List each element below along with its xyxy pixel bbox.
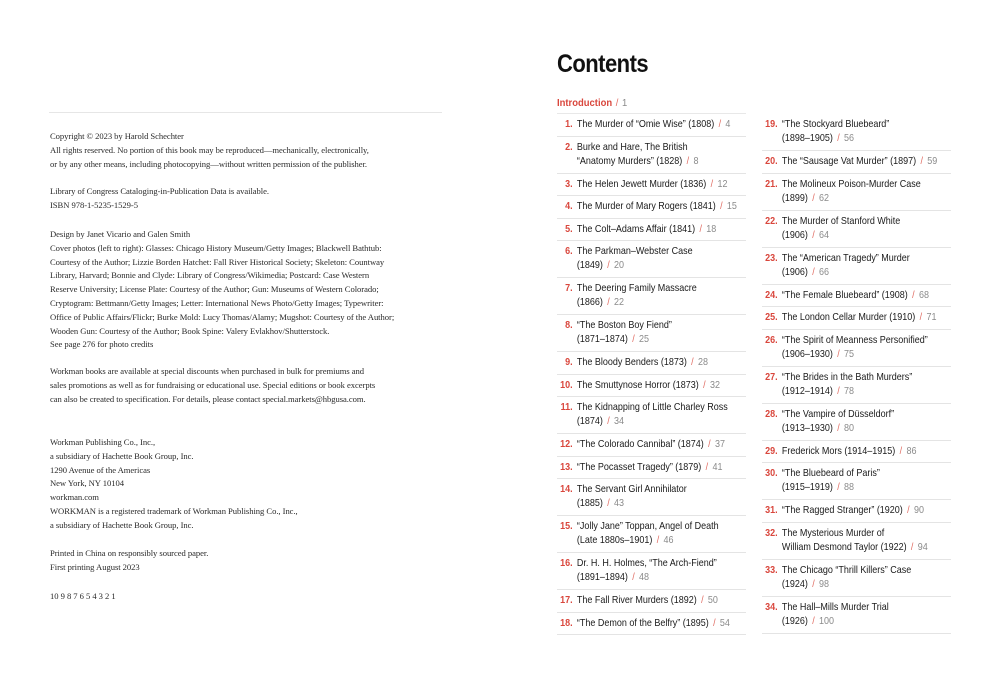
- toc-entry-title-line: The “Sausage Vat Murder” (1897): [781, 156, 917, 167]
- toc-entry-page: 80: [844, 422, 855, 434]
- toc-entry-page: 4: [725, 119, 731, 130]
- toc-entry-page: 54: [719, 617, 730, 629]
- toc-entry-page: 66: [819, 266, 830, 278]
- toc-entry-title: [577, 401, 743, 429]
- toc-entry-title-line: The Murder of Stanford White: [781, 215, 901, 227]
- toc-entry-title-line: (Late 1880s–1901): [576, 535, 653, 546]
- toc-entry[interactable]: [762, 114, 951, 151]
- copyright-top-rule: [49, 112, 442, 113]
- toc-separator: /: [710, 178, 714, 190]
- toc-entry-title-line: (1885): [576, 498, 603, 509]
- toc-entry-title: [782, 311, 948, 325]
- toc-entry-title-line: William Desmond Taylor (1922): [781, 541, 907, 553]
- toc-entry[interactable]: [762, 560, 951, 597]
- copyright-line: Cryptogram: Bettmann/Getty Images; Letter: International News Photo/Getty Images; Typewriter:: [50, 297, 384, 308]
- toc-separator: /: [656, 535, 660, 546]
- toc-separator: /: [837, 482, 840, 493]
- toc-entry-number: 14.: [560, 484, 573, 495]
- copyright-line: All rights reserved. No portion of this book may be reproduced—mechanically, electronically,: [50, 144, 369, 155]
- toc-entry-title-line: The Servant Girl Annihilator: [576, 484, 687, 495]
- toc-entry-title-line: The Murder of Mary Rogers (1841): [576, 201, 716, 212]
- toc-entry-page: 98: [819, 578, 830, 590]
- toc-entry-title: [782, 178, 948, 206]
- toc-separator: /: [837, 348, 840, 360]
- toc-entry-page: 18: [706, 223, 717, 235]
- toc-entry-number: 31.: [765, 505, 778, 516]
- toc-entry-title: [782, 371, 948, 399]
- copyright-paragraph: [50, 130, 450, 171]
- toc-entry-title-line: The Bloody Benders (1873): [576, 357, 687, 368]
- toc-separator: /: [607, 260, 610, 271]
- toc-entry[interactable]: [762, 248, 951, 285]
- toc-entry[interactable]: [557, 553, 746, 590]
- toc-separator: /: [703, 379, 706, 391]
- copyright-line: or by any other means, including photocopying—without written permission of the publisher.: [50, 158, 368, 169]
- copyright-paragraph: [50, 590, 450, 604]
- toc-entry-title-line: (1849): [576, 260, 603, 271]
- toc-separator: /: [607, 416, 610, 427]
- toc-entry-number: 1.: [565, 119, 573, 130]
- toc-entry-number: 32.: [765, 527, 778, 539]
- toc-entry-number: 18.: [560, 617, 573, 629]
- toc-entry-title-line: The Colt–Adams Affair (1841): [576, 223, 696, 235]
- toc-entry-title-line: “Anatomy Murders” (1828): [576, 155, 683, 167]
- toc-entry-title-line: (1906): [781, 229, 808, 241]
- toc-entry-number: 34.: [765, 601, 778, 613]
- toc-entry-number: 2.: [565, 141, 573, 153]
- toc-entry-title: [782, 215, 948, 243]
- toc-entry[interactable]: [557, 174, 746, 197]
- toc-entry-number: 28.: [765, 408, 778, 420]
- toc-entry-title: [577, 356, 743, 370]
- toc-entry-title-line: (1866): [576, 297, 603, 308]
- copyright-paragraph: [50, 505, 450, 533]
- toc-entry-title-line: The London Cellar Murder (1910): [781, 312, 916, 323]
- copyright-line: ISBN 978-1-5235-1529-5: [50, 199, 138, 210]
- toc-entry-number: 23.: [765, 252, 778, 264]
- toc-separator: /: [699, 223, 702, 235]
- toc-entry-title: [577, 245, 743, 273]
- toc-entry-title: [577, 438, 743, 452]
- toc-entry-title-line: The Murder of “Omie Wise” (1808): [576, 119, 715, 130]
- toc-entry-page: 37: [714, 439, 725, 450]
- toc-entry-page: 25: [639, 334, 650, 345]
- toc-entry-title: [577, 319, 743, 347]
- toc-entry[interactable]: [557, 457, 746, 480]
- toc-separator: /: [919, 312, 923, 323]
- toc-separator: /: [910, 541, 914, 553]
- copyright-line: Cover photos (left to right): Glasses: Chicago History Museum/Getty Images; Blackwell Bathtub:: [50, 242, 382, 253]
- toc-entry-title-line: The Parkman–Webster Case: [576, 246, 693, 257]
- toc-entry-page: 50: [707, 595, 718, 606]
- toc-entry-title-line: (1891–1894): [576, 572, 628, 583]
- toc-separator: /: [899, 445, 903, 457]
- toc-entry-title-line: “The Pocasset Tragedy” (1879): [576, 461, 702, 473]
- toc-entry-title: [577, 282, 743, 310]
- copyright-paragraph: [50, 365, 450, 406]
- copyright-paragraph: [50, 436, 450, 505]
- toc-entry-title-line: (1926): [781, 615, 808, 627]
- copyright-line: a subsidiary of Hachette Book Group, Inc.: [50, 519, 194, 530]
- toc-separator: /: [607, 498, 610, 509]
- toc-entry[interactable]: [557, 375, 746, 398]
- toc-entry-title-line: “The Bluebeard of Paris”: [781, 468, 880, 479]
- toc-separator: /: [812, 615, 815, 627]
- toc-entry-number: 9.: [565, 357, 573, 368]
- toc-entry-page: 34: [614, 416, 625, 427]
- toc-entry-number: 15.: [560, 521, 573, 532]
- copyright-line: 10 9 8 7 6 5 4 3 2 1: [50, 591, 116, 601]
- toc-separator: /: [713, 617, 716, 629]
- copyright-line: a subsidiary of Hachette Book Group, Inc.: [50, 450, 194, 461]
- toc-entry-title: [782, 118, 948, 146]
- toc-entry[interactable]: [762, 597, 951, 634]
- toc-entry[interactable]: [557, 196, 746, 219]
- toc-separator: /: [632, 334, 635, 345]
- toc-entry[interactable]: [557, 352, 746, 375]
- toc-entry-page: 59: [927, 156, 938, 167]
- toc-entry-page: 86: [906, 445, 917, 457]
- toc-entry[interactable]: [762, 523, 951, 560]
- toc-entry[interactable]: [762, 174, 951, 211]
- toc-entry-number: 10.: [560, 379, 573, 391]
- toc-entry-page: 78: [844, 385, 855, 397]
- toc-entry-title-line: The Deering Family Massacre: [576, 283, 697, 294]
- toc-entry-title: [577, 557, 743, 585]
- toc-introduction-page: 1: [621, 97, 628, 109]
- toc-entry-page: 46: [663, 535, 674, 546]
- toc-entry-title: [782, 408, 948, 436]
- toc-entry[interactable]: [557, 516, 746, 553]
- toc-entry-title-line: “The Boston Boy Fiend”: [576, 320, 672, 331]
- toc-entry-title: [577, 520, 743, 548]
- toc-entry[interactable]: [557, 219, 746, 242]
- toc-entry-page: 75: [844, 348, 855, 360]
- copyright-line: WORKMAN is a registered trademark of Workman Publishing Co., Inc.,: [50, 506, 298, 516]
- toc-separator: /: [812, 229, 815, 241]
- toc-entry-page: 41: [712, 461, 723, 473]
- copyright-line: Office of Public Affairs/Flickr; Burke Mold: Lucy Thomas/Alamy; Mugshot: Courtesy of the Author;: [50, 311, 395, 322]
- toc-entry-title-line: The Mysterious Murder of: [781, 527, 885, 539]
- toc-entry-page: 56: [844, 133, 855, 144]
- toc-entry-page: 94: [917, 541, 928, 553]
- toc-entry-title: [577, 141, 743, 169]
- toc-entry-title: [782, 601, 948, 629]
- toc-entry-title: [577, 118, 743, 132]
- toc-entry[interactable]: [762, 151, 951, 174]
- toc-entry-title-line: (1924): [781, 578, 808, 590]
- toc-entry-title-line: The Chicago “Thrill Killers” Case: [781, 564, 912, 576]
- toc-entry[interactable]: [557, 479, 746, 516]
- copyright-line: Library of Congress Cataloging-in-Publication Data is available.: [50, 186, 269, 196]
- toc-entry-page: 64: [819, 229, 830, 241]
- toc-entry-title: [782, 334, 948, 362]
- copyright-line: Library, Harvard; Bonnie and Clyde: Library of Congress/Wikimedia; Postcard: Case Western: [50, 270, 370, 281]
- toc-entry-number: 21.: [765, 178, 778, 190]
- toc-entry-number: 12.: [560, 439, 573, 450]
- toc-entry-title-line: “Jolly Jane” Toppan, Angel of Death: [576, 521, 719, 532]
- toc-entry-title-line: “The Female Bluebeard” (1908): [781, 289, 908, 301]
- toc-entry-page: 12: [717, 178, 728, 190]
- toc-entry-number: 11.: [560, 402, 573, 413]
- toc-entry-title-line: The Kidnapping of Little Charley Ross: [576, 402, 728, 413]
- toc-separator: /: [705, 461, 709, 473]
- toc-entry[interactable]: [762, 500, 951, 523]
- copyright-line: Wooden Gun: Courtesy of the Author; Book Spine: Valery Evlakhov/Shutterstock.: [50, 325, 330, 336]
- toc-entry-number: 29.: [765, 445, 778, 457]
- toc-separator: /: [615, 97, 619, 109]
- toc-entry[interactable]: [557, 434, 746, 457]
- toc-entry-title: [782, 564, 948, 592]
- toc-separator: /: [708, 439, 711, 450]
- toc-entry-page: 62: [819, 192, 830, 204]
- toc-entry-title-line: (1906): [781, 266, 808, 278]
- toc-entry[interactable]: [762, 463, 951, 500]
- toc-entry-number: 13.: [560, 461, 573, 473]
- toc-entry-number: 30.: [765, 468, 778, 479]
- toc-entry-title-line: The Molineux Poison-Murder Case: [781, 178, 921, 190]
- toc-entry-number: 22.: [765, 215, 778, 227]
- toc-entry-title: [782, 445, 948, 459]
- toc-entry-title: [577, 617, 743, 631]
- toc-separator: /: [686, 155, 690, 167]
- toc-entry-title-line: (1871–1874): [576, 334, 628, 345]
- toc-entry-title-line: “The Ragged Stranger” (1920): [781, 505, 903, 516]
- toc-entry-page: 20: [614, 260, 625, 271]
- toc-entry[interactable]: [762, 330, 951, 367]
- copyright-line: New York, NY 10104: [50, 478, 124, 489]
- toc-separator: /: [691, 357, 694, 368]
- toc-entry-page: 68: [918, 289, 929, 301]
- toc-entry-number: 6.: [565, 246, 573, 257]
- toc-entry-title: [577, 223, 743, 237]
- toc-entry-title: [577, 594, 743, 608]
- toc-entry-page: 48: [639, 572, 650, 583]
- toc-entry-number: 27.: [765, 371, 778, 383]
- copyright-line: Printed in China on responsibly sourced paper.: [50, 548, 209, 558]
- toc-entry-title: [577, 178, 743, 192]
- toc-entry-title-line: (1898–1905): [781, 133, 833, 144]
- toc-entry-title: [782, 155, 948, 169]
- toc-separator: /: [632, 572, 635, 583]
- toc-entry[interactable]: [762, 211, 951, 248]
- toc-separator: /: [720, 201, 723, 212]
- toc-entry-title: [577, 461, 743, 475]
- toc-entry-page: 15: [726, 201, 737, 212]
- toc-introduction[interactable]: [557, 97, 627, 109]
- copyright-line: Design by Janet Vicario and Galen Smith: [50, 229, 191, 239]
- toc-entry-title: [577, 483, 743, 511]
- toc-entry-number: 8.: [565, 320, 573, 331]
- toc-entry[interactable]: [762, 285, 951, 308]
- toc-entry-page: 88: [844, 482, 855, 493]
- toc-entry-title-line: (1906–1930): [781, 348, 833, 360]
- toc-separator: /: [837, 133, 840, 144]
- toc-separator: /: [837, 422, 840, 434]
- toc-entry[interactable]: [762, 367, 951, 404]
- toc-separator: /: [812, 266, 815, 278]
- copyright-paragraph: [50, 228, 450, 352]
- toc-entry-page: 100: [819, 615, 835, 627]
- toc-separator: /: [907, 505, 910, 516]
- toc-entry[interactable]: [557, 278, 746, 315]
- toc-entry-title: [782, 467, 948, 495]
- toc-entry[interactable]: [557, 397, 746, 434]
- toc-entry-number: 33.: [765, 564, 778, 576]
- toc-entry-number: 16.: [560, 558, 573, 569]
- toc-entry-number: 7.: [565, 283, 573, 294]
- copyright-line: Workman books are available at special discounts when purchased in bulk for premiums and: [50, 366, 364, 376]
- copyright-paragraph: [50, 185, 450, 213]
- toc-separator: /: [701, 595, 704, 606]
- toc-entry-number: 19.: [765, 119, 778, 130]
- toc-entry-number: 25.: [765, 312, 778, 323]
- toc-entry-title: [782, 252, 948, 280]
- toc-entry-number: 4.: [565, 201, 573, 212]
- toc-entry-title-line: The Helen Jewett Murder (1836): [576, 178, 707, 190]
- toc-entry-number: 26.: [765, 334, 778, 346]
- copyright-line: First printing August 2023: [50, 561, 140, 572]
- toc-separator: /: [920, 156, 923, 167]
- toc-entry-number: 5.: [565, 223, 573, 235]
- toc-entry-number: 24.: [765, 289, 778, 301]
- toc-separator: /: [812, 192, 815, 204]
- copyright-paragraph: [50, 547, 450, 575]
- toc-entry-title: [577, 379, 743, 393]
- toc-entry[interactable]: [557, 613, 746, 636]
- toc-entry-title-line: (1915–1919): [781, 482, 833, 493]
- toc-entry-number: 17.: [560, 595, 573, 606]
- toc-entry-title-line: The Fall River Murders (1892): [576, 595, 697, 606]
- toc-entry[interactable]: [762, 441, 951, 464]
- toc-entry-page: 28: [697, 357, 708, 368]
- copyright-line: workman.com: [50, 492, 99, 503]
- toc-entry-title: [782, 527, 948, 555]
- toc-separator: /: [837, 385, 840, 397]
- toc-entry-title-line: (1913–1930): [781, 422, 833, 434]
- toc-entry-title-line: “The Spirit of Meanness Personified”: [781, 334, 928, 346]
- copyright-line: Reserve University; License Plate: Courtesy of the Author; Gun: Museums of Western Colorado;: [50, 284, 379, 295]
- toc-entry[interactable]: [557, 241, 746, 278]
- toc-entry-title-line: Dr. H. H. Holmes, “The Arch-Fiend”: [576, 558, 717, 569]
- copyright-line: sales promotions as well as for fundraising or educational use. Special editions or book excerpts: [50, 379, 376, 390]
- copyright-line: Courtesy of the Author; Lizzie Borden Hatchet: Fall River Historical Society; Skeleton: Countway: [50, 256, 385, 267]
- toc-entry[interactable]: [557, 114, 746, 137]
- toc-entry-title-line: Burke and Hare, The British: [576, 141, 688, 153]
- toc-entry-page: 90: [913, 505, 924, 516]
- copyright-line: 1290 Avenue of the Americas: [50, 464, 151, 475]
- copyright-line: See page 276 for photo credits: [50, 339, 154, 350]
- toc-entry-page: 22: [614, 297, 625, 308]
- toc-entry-title: [577, 200, 743, 214]
- toc-entry-title-line: The Hall–Mills Murder Trial: [781, 601, 889, 613]
- toc-entry[interactable]: [557, 315, 746, 352]
- toc-entry-title-line: The Smuttynose Horror (1873): [576, 379, 699, 391]
- toc-entry-title-line: “The Colorado Cannibal” (1874): [576, 439, 704, 450]
- toc-entry-page: 43: [614, 498, 625, 509]
- toc-entry-title: [782, 504, 948, 518]
- contents-title: Contents: [557, 50, 649, 78]
- toc-separator: /: [607, 297, 610, 308]
- toc-separator: /: [718, 119, 722, 130]
- toc-entry-number: 3.: [565, 178, 573, 190]
- toc-entry-title-line: (1874): [576, 416, 603, 427]
- toc-entry[interactable]: [557, 590, 746, 613]
- copyright-line: Copyright © 2023 by Harold Schechter: [50, 131, 184, 141]
- toc-introduction-label: Introduction: [557, 97, 613, 109]
- toc-separator: /: [912, 289, 915, 301]
- toc-entry-page: 71: [926, 312, 937, 323]
- toc-entry-title-line: (1912–1914): [781, 385, 833, 397]
- toc-entry-title-line: “The Brides in the Bath Murders”: [781, 371, 913, 383]
- toc-entry-title-line: (1899): [781, 192, 808, 204]
- toc-entry-title-line: “The Stockyard Bluebeard”: [781, 119, 890, 130]
- copyright-line: can also be created to specification. For details, please contact special.markets@hbgusa.com.: [50, 393, 366, 404]
- toc-entry-page: 8: [693, 155, 699, 167]
- toc-entry-title-line: Frederick Mors (1914–1915): [781, 445, 896, 457]
- toc-entry-title-line: “The Demon of the Belfry” (1895): [576, 617, 709, 629]
- toc-entry[interactable]: [762, 404, 951, 441]
- toc-entry-page: 32: [709, 379, 720, 391]
- toc-entry-title-line: “The Vampire of Düsseldorf”: [781, 408, 895, 420]
- toc-entry-title-line: The “American Tragedy” Murder: [781, 252, 910, 264]
- toc-entry-title: [782, 289, 948, 303]
- toc-entry-number: 20.: [765, 156, 778, 167]
- toc-entry[interactable]: [557, 137, 746, 174]
- toc-separator: /: [812, 578, 815, 590]
- toc-entry[interactable]: [762, 307, 951, 330]
- copyright-line: Workman Publishing Co., Inc.,: [50, 437, 156, 447]
